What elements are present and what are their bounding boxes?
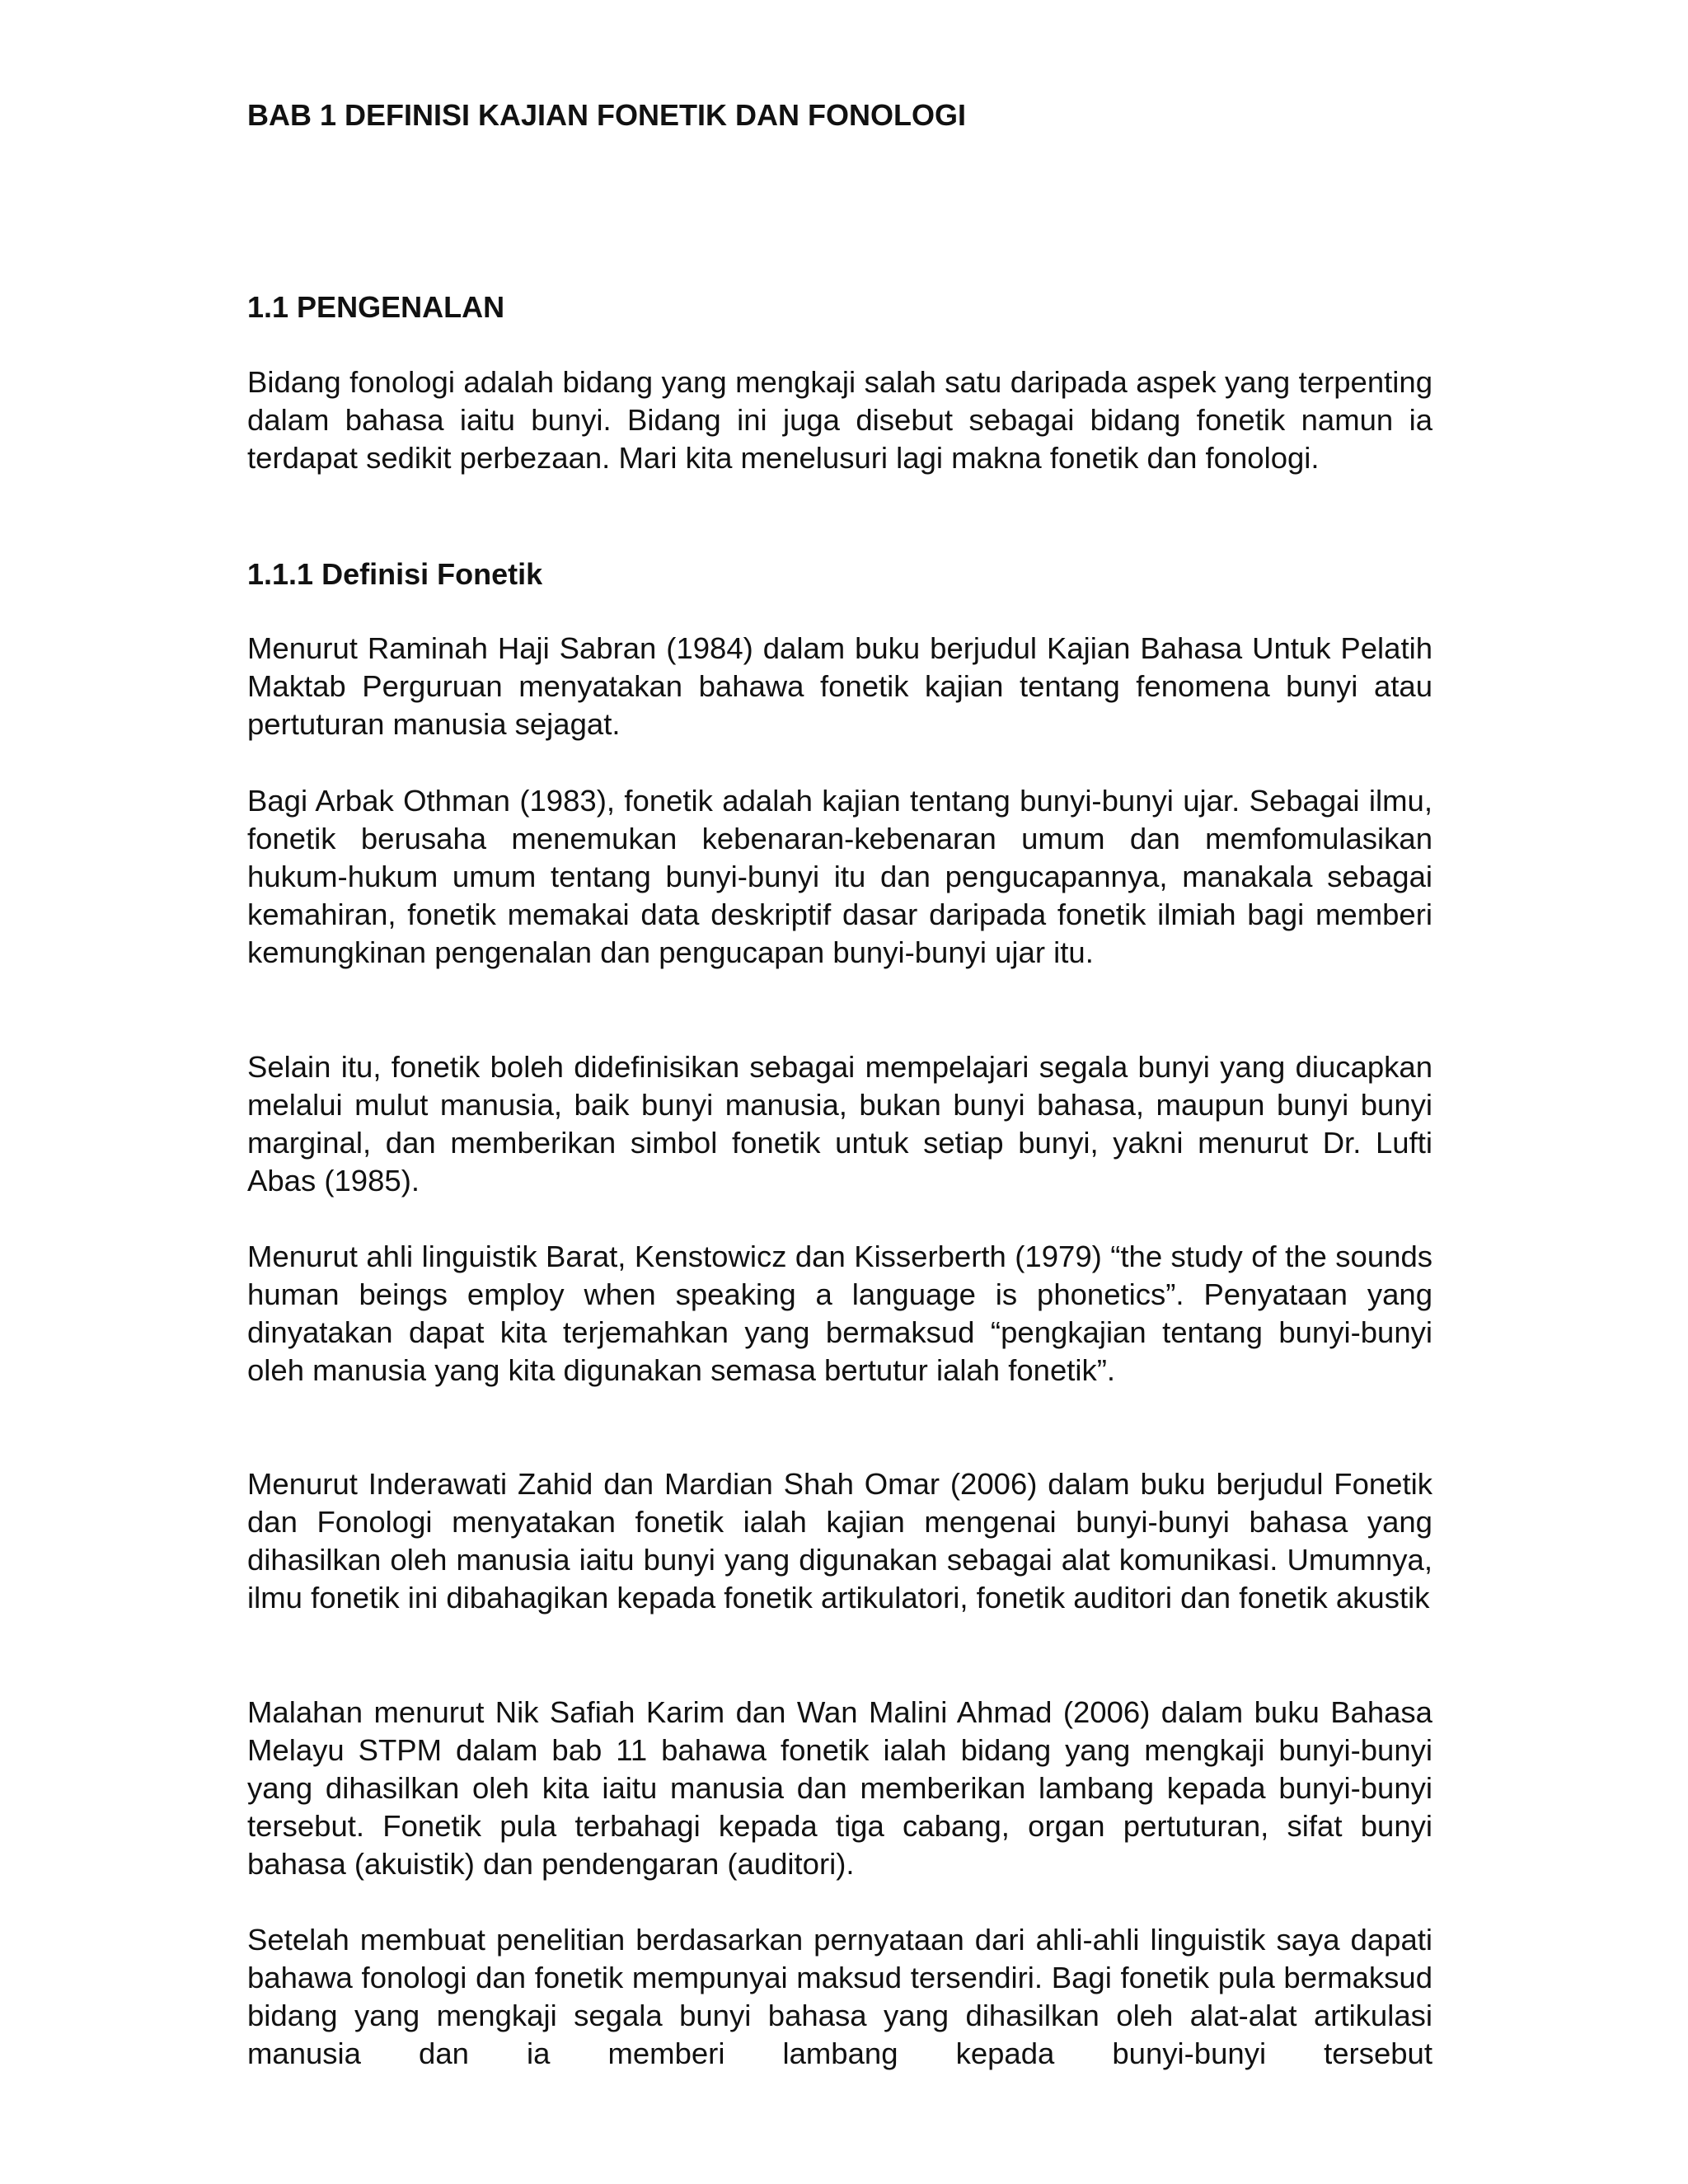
paragraph-inderawati: Menurut Inderawati Zahid dan Mardian Shah Omar (2006) dalam buku berjudul Fonetik dan Fonologi menyatakan fonetik ialah kajian mengenai bunyi-bunyi bahasa yang dihasilkan oleh manusia iaitu bunyi yang digunakan sebagai alat komunikasi. Umumnya, ilmu fonetik ini dibahagikan kepada fonetik artikulatori, fonetik auditori dan fonetik akustik xyxy=(247,1467,1432,1615)
paragraph-lufti: Selain itu, fonetik boleh didefinisikan sebagai mempelajari segala bunyi yang diucapkan melalui mulut manusia, baik bunyi manusia, bukan bunyi bahasa, maupun bunyi bunyi marginal, dan memberikan simbol fonetik untuk setiap bunyi, yakni menurut Dr. Lufti Abas (1985). xyxy=(247,1050,1432,1197)
intro-paragraph: Bidang fonologi adalah bidang yang mengkaji salah satu daripada aspek yang terpenting dalam bahasa iaitu bunyi. Bidang ini juga disebut sebagai bidang fonetik namun ia terdapat sedikit perbezaan. Mari kita menelusuri lagi makna fonetik dan fonologi. xyxy=(247,365,1432,475)
chapter-title: BAB 1 DEFINISI KAJIAN FONETIK DAN FONOLOGI xyxy=(247,98,967,132)
paragraph-raminah: Menurut Raminah Haji Sabran (1984) dalam buku berjudul Kajian Bahasa Untuk Pelatih Maktab Perguruan menyatakan bahawa fonetik kajian tentang fenomena bunyi atau pertuturan manusia sejagat. xyxy=(247,631,1432,741)
subsection-title: 1.1.1 Definisi Fonetik xyxy=(247,557,543,591)
paragraph-conclusion: Setelah membuat penelitian berdasarkan pernyataan dari ahli-ahli linguistik saya dapati bahawa fonologi dan fonetik mempunyai maksud tersendiri. Bagi fonetik pula bermaksud bidang yang mengkaji segala bunyi bahasa yang dihasilkan oleh alat-alat artikulasi manusia dan ia memberi lambang kepada bunyi-bunyi tersebut xyxy=(247,1923,1432,2070)
paragraph-nik-safiah: Malahan menurut Nik Safiah Karim dan Wan Malini Ahmad (2006) dalam buku Bahasa Melayu STPM dalam bab 11 bahawa fonetik ialah bidang yang mengkaji bunyi-bunyi yang dihasilkan oleh kita iaitu manusia dan memberikan lambang kepada bunyi-bunyi tersebut. Fonetik pula terbahagi kepada tiga cabang, organ pertuturan, sifat bunyi bahasa (akuistik) dan pendengaran (auditori). xyxy=(247,1695,1432,1881)
section-title: 1.1 PENGENALAN xyxy=(247,290,505,324)
paragraph-arbak: Bagi Arbak Othman (1983), fonetik adalah kajian tentang bunyi-bunyi ujar. Sebagai ilmu, fonetik berusaha menemukan kebenaran-kebenaran umum dan memfomulasikan hukum-hukum umum tentang bunyi-bunyi itu dan pengucapannya, manakala sebagai kemahiran, fonetik memakai data deskriptif dasar daripada fonetik ilmiah bagi memberi kemungkinan pengenalan dan pengucapan bunyi-bunyi ujar itu. xyxy=(247,784,1432,969)
paragraph-kenstowicz: Menurut ahli linguistik Barat, Kenstowicz dan Kisserberth (1979) “the study of the sounds human beings employ when speaking a language is phonetics”. Penyataan yang dinyatakan dapat kita terjemahkan yang bermaksud “pengkajian tentang bunyi-bunyi oleh manusia yang kita digunakan semasa bertutur ialah fonetik”. xyxy=(247,1240,1432,1387)
